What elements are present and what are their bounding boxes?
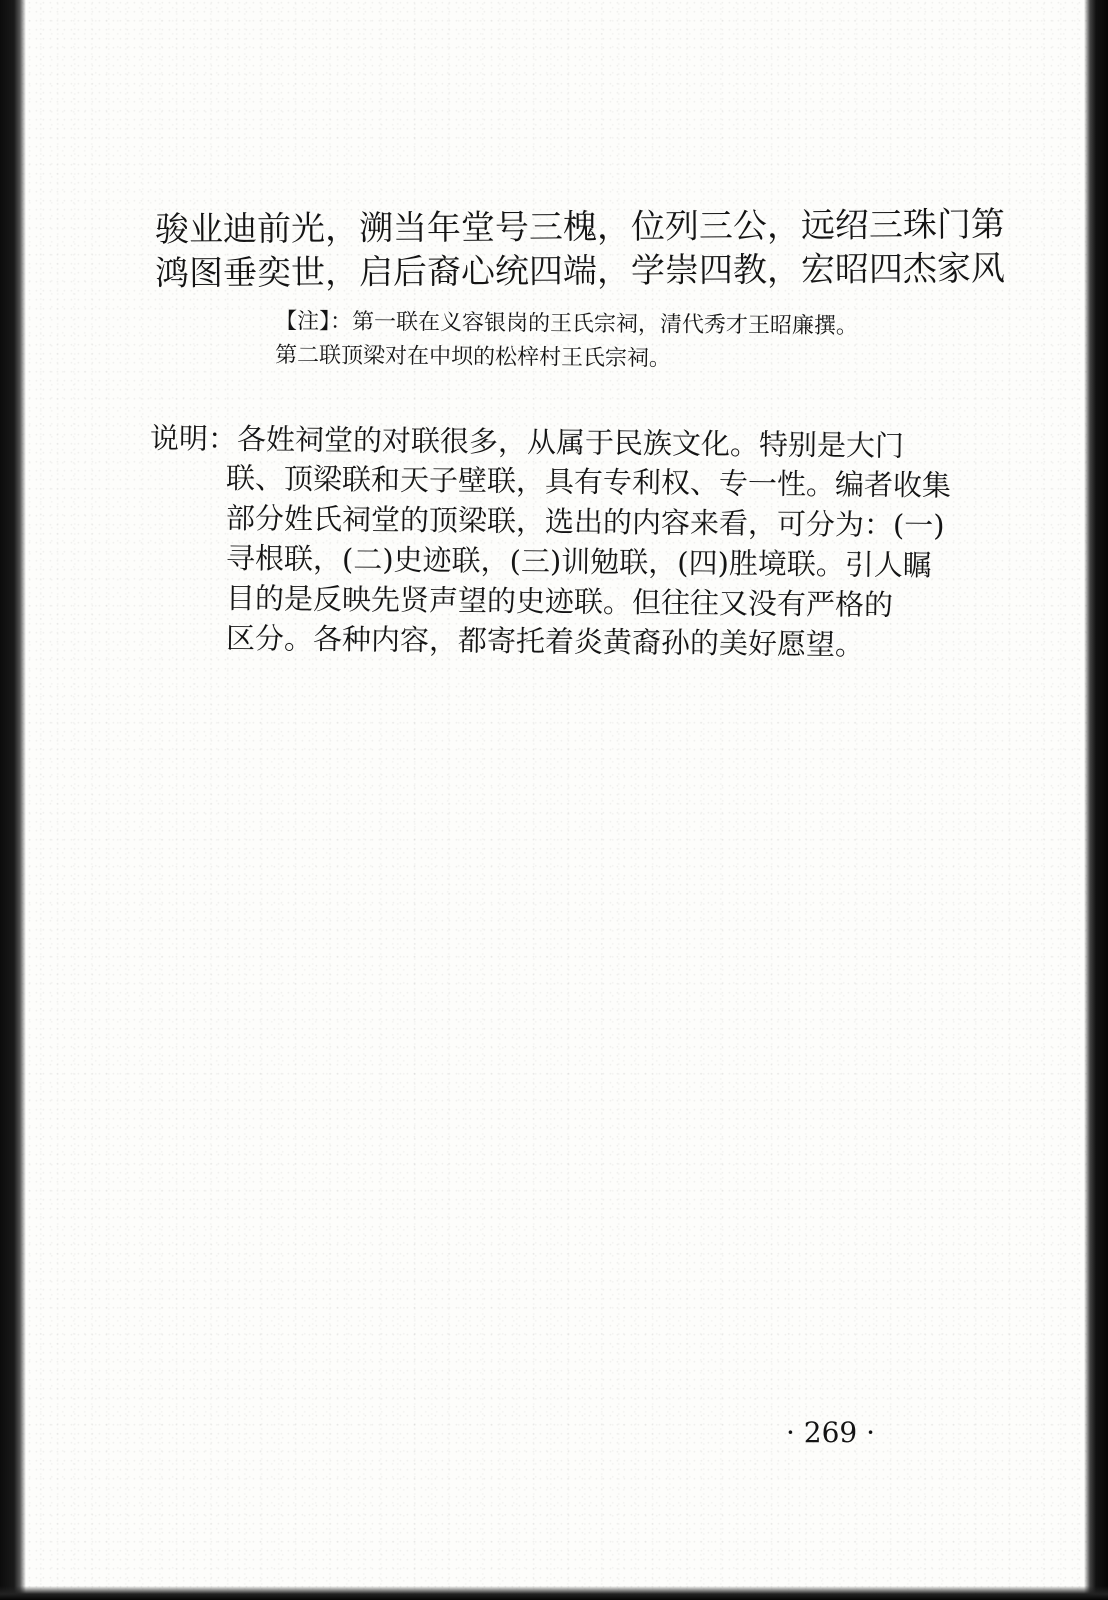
explanation-line-6: 区分。各种内容，都寄托着炎黄裔孙的美好愿望。	[225, 621, 865, 662]
scan-bottom-edge-shadow	[0, 1586, 1108, 1600]
note-line-1: 【注】：第一联在义容银岗的王氏宗祠，清代秀才王昭廉撰。	[274, 309, 859, 340]
explanation-line-2: 联、顶梁联和天子壁联，具有专利权、专一性。编者收集	[225, 461, 952, 503]
explanation-line-3: 部分姓氏祠堂的顶梁联，选出的内容来看，可分为：(一)	[225, 501, 945, 543]
couplet-line-2: 鸿图垂奕世，启后裔心统四端，学崇四教，宏昭四杰家风	[154, 248, 1006, 294]
page-number: · 269 ·	[786, 1416, 876, 1449]
explanation-line-4: 寻根联，(二)史迹联，(三)训勉联，(四)胜境联。引人瞩	[225, 541, 933, 583]
explanation-line-5: 目的是反映先贤声望的史迹联。但往往又没有严格的	[225, 581, 894, 622]
explanation-line-1: 说明：各姓祠堂的对联很多，从属于民族文化。特别是大门	[149, 421, 905, 463]
scan-right-edge-shadow	[1084, 0, 1108, 1600]
note-line-2: 第二联顶梁对在中坝的松梓村王氏宗祠。	[274, 343, 672, 372]
scan-left-edge-shadow	[0, 0, 26, 1600]
couplet-line-1: 骏业迪前光，溯当年堂号三槐，位列三公，远绍三珠门第	[154, 204, 1006, 250]
